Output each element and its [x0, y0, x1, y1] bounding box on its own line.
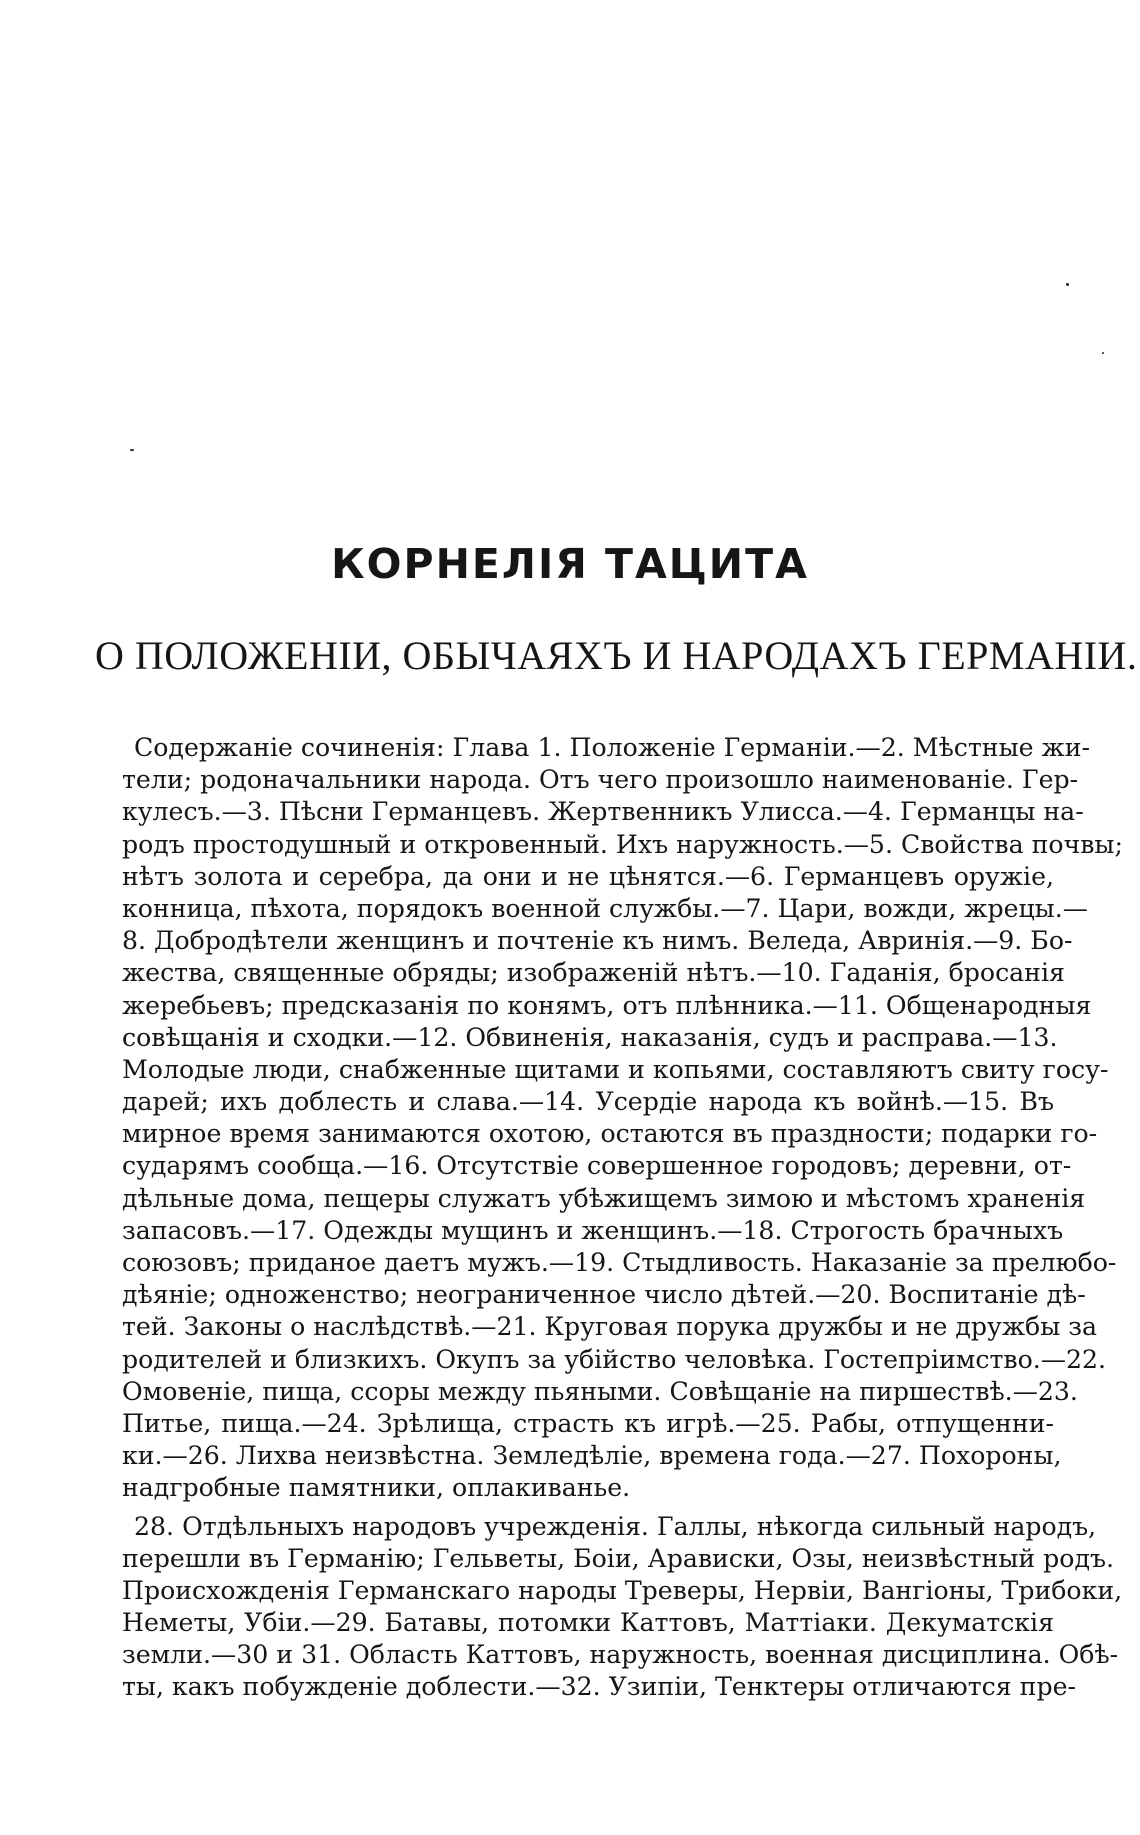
text-line: Содержаніе сочиненія: Глава 1. Положеніе Германіи.—2. Мѣстные жи-	[134, 733, 1091, 762]
page-speck	[1066, 283, 1069, 286]
contents-paragraph-1	[122, 732, 1123, 1505]
text-line: надгробные памятники, оплакиванье.	[122, 1473, 631, 1503]
text-line: мирное время занимаются охотою, остаются въ праздности; подарки го-	[122, 1119, 1098, 1149]
text-line: ты, какъ побужденіе доблести.—32. Узипіи, Тенктеры отличаются пре-	[122, 1672, 1077, 1702]
text-line: родителей и близкихъ. Окупъ за убійство человѣка. Гостепріимство.—22.	[122, 1344, 1107, 1374]
page-speck	[1102, 352, 1104, 354]
text-line: конница, пѣхота, порядокъ военной службы.—7. Цари, вожди, жрецы.—	[122, 893, 1088, 923]
text-line: родъ простодушный и откровенный. Ихъ наружность.—5. Свойства почвы;	[122, 829, 1123, 859]
text-line: тей. Законы о наслѣдствѣ.—21. Круговая порука дружбы и не дружбы за	[122, 1312, 1098, 1342]
text-line: жества, священные обряды; изображеній нѣтъ.—10. Гаданія, бросанія	[122, 958, 1065, 988]
text-line: тели; родоначальники народа. Отъ чего произошло наименованіе. Гер-	[122, 765, 1079, 795]
page-subtitle: О ПОЛОЖЕНІИ, ОБЫЧАЯХЪ И НАРОДАХЪ ГЕРМАНІИ.	[95, 633, 1138, 678]
text-line: сударямъ сообща.—16. Отсутствіе совершенное городовъ; деревни, от-	[122, 1151, 1072, 1181]
text-line: дѣльные дома, пещеры служатъ убѣжищемъ зимою и мѣстомъ храненія	[122, 1183, 1086, 1213]
text-line: Омовеніе, пища, ссоры между пьяными. Совѣщаніе на пиршествѣ.—23.	[122, 1376, 1078, 1406]
text-line: совѣщанія и сходки.—12. Обвиненія, наказанія, судъ и расправа.—13.	[122, 1022, 1058, 1052]
text-line: кулесъ.—3. Пѣсни Германцевъ. Жертвенникъ Улисса.—4. Германцы на-	[122, 797, 1084, 827]
text-line: нѣтъ золота и серебра, да они и не цѣнятся.—6. Германцевъ оружіе,	[122, 861, 1054, 891]
text-line: запасовъ.—17. Одежды мущинъ и женщинъ.—18. Строгость брачныхъ	[122, 1215, 1064, 1245]
table-of-contents	[122, 732, 1123, 1704]
text-line: Неметы, Убіи.—29. Батавы, потомки Каттовъ, Маттіаки. Декуматскія	[122, 1608, 1054, 1638]
text-line: Молодые люди, снабженные щитами и копьями, составляютъ свиту госу-	[122, 1054, 1109, 1084]
text-line: ки.—26. Лихва неизвѣстна. Земледѣліе, времена года.—27. Похороны,	[122, 1441, 1062, 1471]
text-line: союзовъ; приданое даетъ мужъ.—19. Стыдливость. Наказаніе за прелюбо-	[122, 1248, 1117, 1277]
page-title: КОРНЕЛІЯ ТАЦИТА	[331, 540, 809, 588]
text-line: дѣяніе; одноженство; неограниченное число дѣтей.—20. Воспитаніе дѣ-	[122, 1280, 1086, 1310]
text-line: 28. Отдѣльныхъ народовъ учрежденія. Галлы, нѣкогда сильный народъ,	[134, 1511, 1097, 1541]
contents-paragraph-2	[122, 1511, 1123, 1704]
text-line: земли.—30 и 31. Область Каттовъ, наружность, военная дисциплина. Обѣ-	[122, 1640, 1119, 1670]
page-speck	[130, 449, 134, 451]
text-line: дарей; ихъ доблесть и слава.—14. Усердіе народа къ войнѣ.—15. Въ	[122, 1087, 1054, 1117]
text-line: перешли въ Германію; Гельветы, Боіи, Арависки, Озы, неизвѣстный родъ.	[122, 1543, 1114, 1573]
text-line: 8. Добродѣтели женщинъ и почтеніе къ нимъ. Веледа, Авринія.—9. Бо-	[122, 926, 1073, 956]
text-line: жеребьевъ; предсказанія по конямъ, отъ плѣнника.—11. Общенародныя	[122, 990, 1092, 1020]
text-line: Питье, пища.—24. Зрѣлища, страсть къ игрѣ.—25. Рабы, отпущенни-	[122, 1408, 1054, 1438]
text-line: Происхожденія Германскаго народы Треверы, Нервіи, Вангіоны, Трибоки,	[122, 1575, 1123, 1605]
